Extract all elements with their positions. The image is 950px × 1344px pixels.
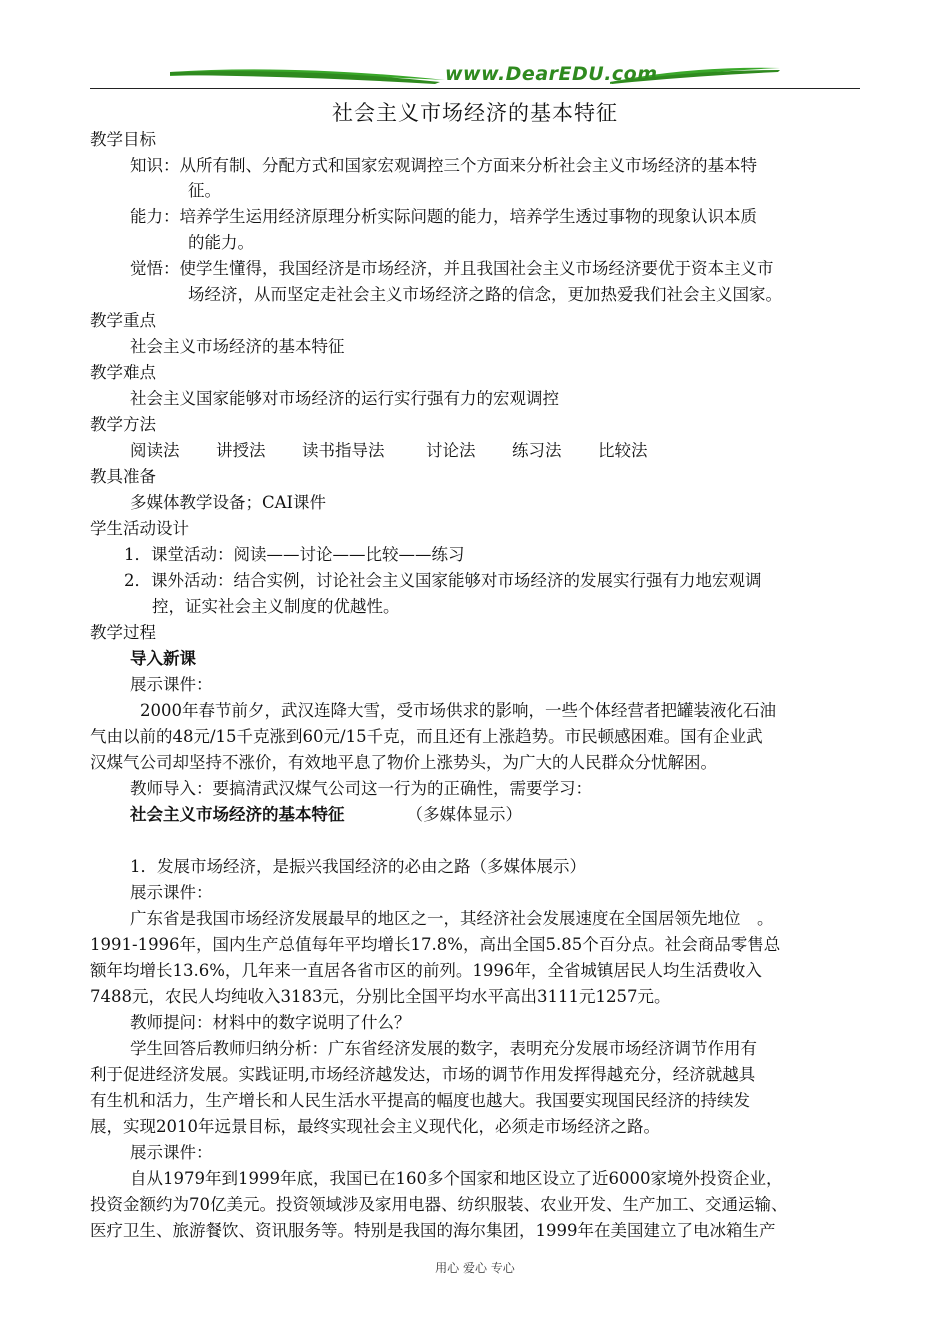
section-heading-key-point: 教学重点 xyxy=(90,311,156,330)
paragraph-3-line1: 学生回答后教师归纳分析：广东省经济发展的数字，表明充分发展市场经济调节作用有 xyxy=(130,1039,757,1058)
teacher-intro: 教师导入：要搞清武汉煤气公司这一行为的正确性，需要学习： xyxy=(130,779,592,798)
paragraph-2-line3: 额年均增长13.6%，几年来一直居各省市区的前列。1996年，全省城镇居民人均生活费收入 xyxy=(90,961,762,980)
activity-item-2-line2: 控，证实社会主义制度的优越性。 xyxy=(152,597,400,616)
paragraph-4-line3: 医疗卫生、旅游餐饮、资讯服务等。特别是我国的海尔集团，1999年在美国建立了电冰箱生产 xyxy=(90,1221,776,1240)
paragraph-2-line4: 7488元，农民人均纯收入3183元，分别比全国平均水平高出3111元1257元。 xyxy=(90,987,671,1006)
paragraph-4-line1: 自从1979年到1999年底，我国已在160多个国家和地区设立了近6000家境外投资企业， xyxy=(130,1169,783,1188)
section-heading-activities: 学生活动设计 xyxy=(90,519,189,538)
method-item: 比较法 xyxy=(598,441,648,460)
methods-list xyxy=(130,440,648,462)
teacher-question: 教师提问：材料中的数字说明了什么？ xyxy=(130,1013,411,1032)
method-item: 讨论法 xyxy=(426,441,476,460)
objective-awareness-line1: 觉悟：使学生懂得，我国经济是市场经济，并且我国社会主义市场经济要优于资本主义市 xyxy=(130,259,774,278)
paragraph-1-line1: 2000年春节前夕，武汉连降大雪，受市场供求的影响，一些个体经营者把罐装液化石油 xyxy=(140,701,776,720)
tools-text: 多媒体教学设备；CAI课件 xyxy=(130,493,327,512)
paragraph-3-line3: 有生机和活力，生产增长和人民生活水平提高的幅度也越大。我国要实现国民经济的持续发 xyxy=(90,1091,750,1110)
topic-note: （多媒体显示） xyxy=(406,805,522,824)
objective-knowledge-line1: 知识：从所有制、分配方式和国家宏观调控三个方面来分析社会主义市场经济的基本特 xyxy=(130,156,757,175)
paragraph-2-line1: 广东省是我国市场经济发展最早的地区之一，其经济社会发展速度在全国居领先地位 。 xyxy=(130,909,774,928)
objective-awareness-line2: 场经济，从而坚定走社会主义市场经济之路的信念，更加热爱我们社会主义国家。 xyxy=(188,285,782,304)
paragraph-1-line3: 汉煤气公司却坚持不涨价，有效地平息了物价上涨势头，为广大的人民群众分忧解困。 xyxy=(90,753,717,772)
method-item: 阅读法 xyxy=(130,441,180,460)
document-title: 社会主义市场经济的基本特征 xyxy=(332,101,618,125)
site-logo-text: www.DearEDU.com xyxy=(445,63,658,85)
objective-ability-line1: 能力：培养学生运用经济原理分析实际问题的能力，培养学生透过事物的现象认识本质 xyxy=(130,207,757,226)
paragraph-3-line2: 利于促进经济发展。实践证明,市场经济越发达，市场的调节作用发挥得越充分，经济就越具 xyxy=(90,1065,756,1084)
show-courseware-1: 展示课件： xyxy=(130,675,213,694)
difficulty-text: 社会主义国家能够对市场经济的运行实行强有力的宏观调控 xyxy=(130,389,559,408)
topic-title: 社会主义市场经济的基本特征 xyxy=(130,805,345,824)
key-point-text: 社会主义市场经济的基本特征 xyxy=(130,337,345,356)
show-courseware-3: 展示课件： xyxy=(130,1143,213,1162)
method-item: 讲授法 xyxy=(216,441,266,460)
paragraph-3-line4: 展，实现2010年远景目标，最终实现社会主义现代化，必须走市场经济之路。 xyxy=(90,1117,660,1136)
intro-heading: 导入新课 xyxy=(130,649,196,668)
objective-ability-line2: 的能力。 xyxy=(188,233,254,252)
paragraph-1-line2: 气由以前的48元/15千克涨到60元/15千克，而且还有上涨趋势。市民顿感困难。国有企业武 xyxy=(90,727,763,746)
header-divider xyxy=(90,88,860,89)
section-heading-process: 教学过程 xyxy=(90,623,156,642)
method-item: 练习法 xyxy=(512,441,562,460)
section-heading-methods: 教学方法 xyxy=(90,415,156,434)
objective-knowledge-line2: 征。 xyxy=(188,181,221,200)
activity-item-1: 1．课堂活动：阅读——讨论——比较——练习 xyxy=(124,545,465,564)
topic-line xyxy=(130,804,522,826)
paragraph-4-line2: 投资金额约为70亿美元。投资领域涉及家用电器、纺织服装、农业开发、生产加工、交通运输、 xyxy=(90,1195,788,1214)
section-heading-objectives: 教学目标 xyxy=(90,130,156,149)
section-heading-difficulty: 教学难点 xyxy=(90,363,156,382)
method-item: 读书指导法 xyxy=(302,441,385,460)
page-footer: 用心 爱心 专心 xyxy=(435,1261,515,1275)
point-1-heading: 1．发展市场经济，是振兴我国经济的必由之路（多媒体展示） xyxy=(130,857,586,876)
show-courseware-2: 展示课件： xyxy=(130,883,213,902)
paragraph-2-line2: 1991-1996年，国内生产总值每年平均增长17.8%，高出全国5.85个百分点。社会商品零售总 xyxy=(90,935,781,954)
activity-item-2-line1: 2．课外活动：结合实例，讨论社会主义国家能够对市场经济的发展实行强有力地宏观调 xyxy=(124,571,762,590)
section-heading-tools: 教具准备 xyxy=(90,467,156,486)
